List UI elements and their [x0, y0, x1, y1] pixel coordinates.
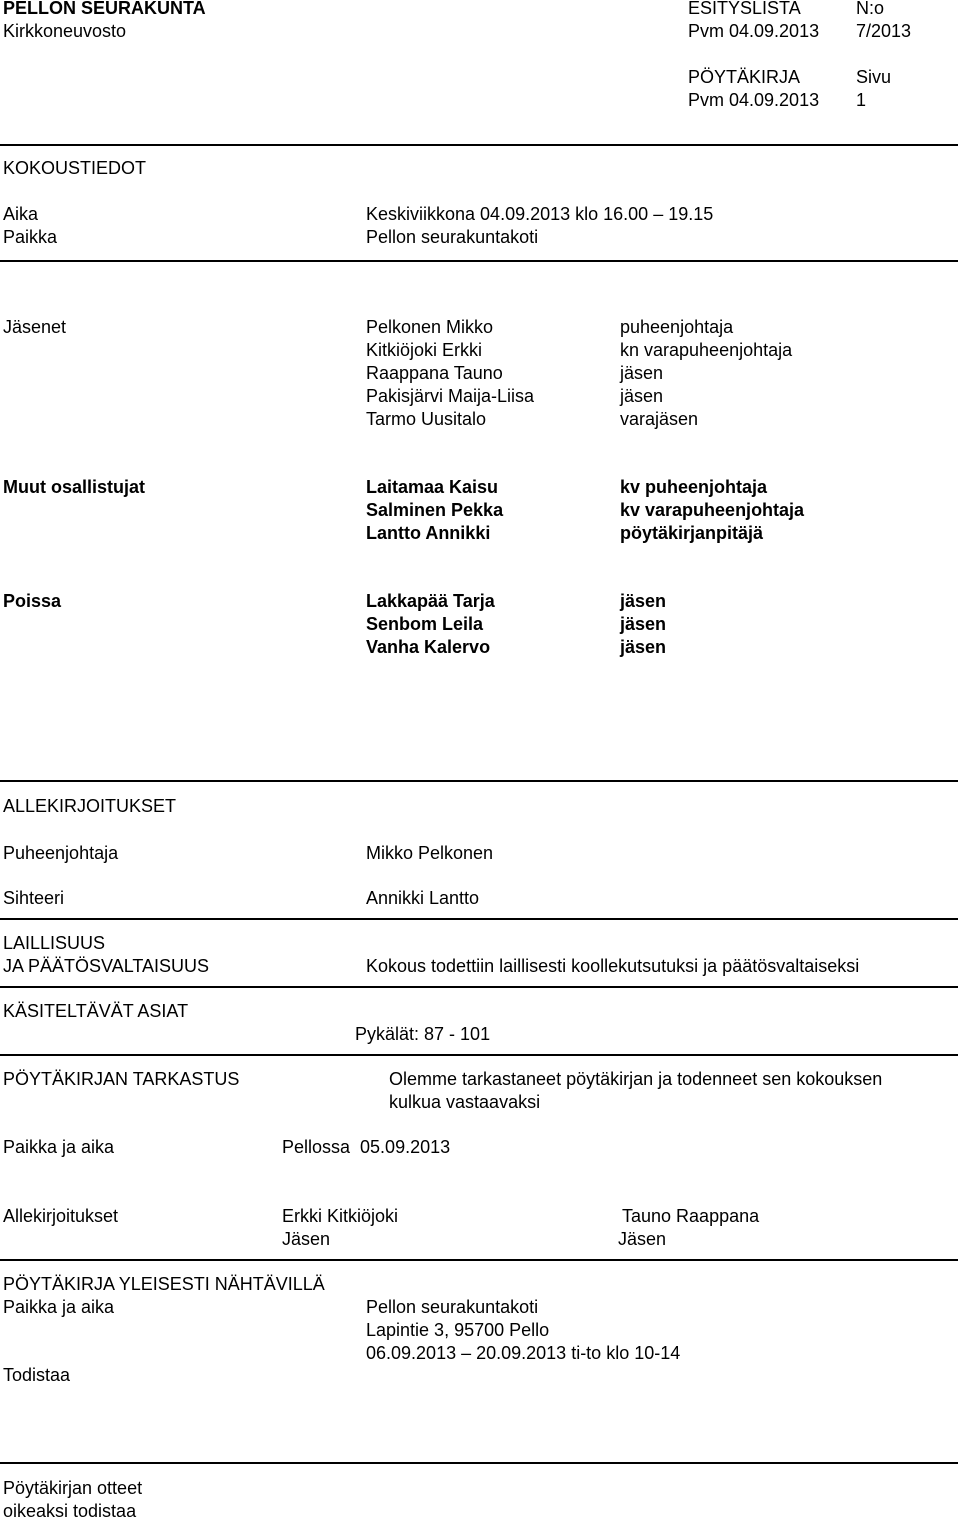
chair-label: Puheenjohtaja [3, 843, 119, 863]
absent-role: jäsen [620, 614, 667, 634]
member-role: jäsen [620, 363, 664, 383]
participant-name: Lantto Annikki [366, 523, 491, 543]
page-label: Sivu [856, 67, 892, 87]
time-label: Aika [3, 204, 39, 224]
review-label: PÖYTÄKIRJAN TARKASTUS [3, 1069, 240, 1089]
review-text-line2: kulkua vastaavaksi [389, 1092, 541, 1112]
member-name: Tarmo Uusitalo [366, 409, 487, 429]
legality-label-line2: JA PÄÄTÖSVALTAISUUS [3, 956, 210, 976]
signer1-role: Jäsen [282, 1229, 331, 1249]
divider [0, 1054, 958, 1056]
review-signatures-label: Allekirjoitukset [3, 1206, 119, 1226]
governing-body: Kirkkoneuvosto [3, 21, 127, 41]
signatures-section-title: ALLEKIRJOITUKSET [3, 796, 177, 816]
review-place-time-label: Paikka ja aika [3, 1137, 115, 1157]
place-label: Paikka [3, 227, 58, 247]
secretary-name: Annikki Lantto [366, 888, 480, 908]
member-name: Raappana Tauno [366, 363, 503, 383]
secretary-label: Sihteeri [3, 888, 65, 908]
time-value: Keskiviikkona 04.09.2013 klo 16.00 – 19.15 [366, 204, 714, 224]
participant-role: kv puheenjohtaja [620, 477, 768, 497]
review-text-line1: Olemme tarkastaneet pöytäkirjan ja todenneet sen kokouksen [389, 1069, 883, 1089]
meeting-section-title: KOKOUSTIEDOT [3, 158, 147, 178]
absent-label: Poissa [3, 591, 62, 611]
divider [0, 260, 958, 262]
signer2-role: Jäsen [618, 1229, 667, 1249]
member-role: puheenjohtaja [620, 317, 734, 337]
footer-line1: Pöytäkirjan otteet [3, 1478, 143, 1498]
others-label: Muut osallistujat [3, 477, 146, 497]
matters-sections: Pykälät: 87 - 101 [355, 1024, 491, 1044]
member-name: Pakisjärvi Maija-Liisa [366, 386, 535, 406]
public-place-time-label: Paikka ja aika [3, 1297, 115, 1317]
review-place-time-value: Pellossa 05.09.2013 [282, 1137, 451, 1157]
participant-role: kv varapuheenjohtaja [620, 500, 805, 520]
matters-label: KÄSITELTÄVÄT ASIAT [3, 1001, 189, 1021]
public-section-title: PÖYTÄKIRJA YLEISESTI NÄHTÄVILLÄ [3, 1274, 325, 1294]
agenda-label: ESITYSLISTA [688, 0, 801, 18]
place-value: Pellon seurakuntakoti [366, 227, 539, 247]
divider [0, 1462, 958, 1464]
divider [0, 918, 958, 920]
divider [0, 144, 958, 146]
divider [0, 1259, 958, 1261]
member-role: jäsen [620, 386, 664, 406]
absent-role: jäsen [620, 591, 667, 611]
divider [0, 780, 958, 782]
public-attest-label: Todistaa [3, 1365, 71, 1385]
member-name: Pelkonen Mikko [366, 317, 494, 337]
chair-name: Mikko Pelkonen [366, 843, 494, 863]
divider [0, 986, 958, 988]
absent-role: jäsen [620, 637, 667, 657]
member-name: Kitkiöjoki Erkki [366, 340, 483, 360]
page-number: 1 [856, 90, 867, 110]
legality-label-line1: LAILLISUUS [3, 933, 106, 953]
participant-name: Laitamaa Kaisu [366, 477, 499, 497]
member-role: varajäsen [620, 409, 699, 429]
member-role: kn varapuheenjohtaja [620, 340, 793, 360]
participant-name: Salminen Pekka [366, 500, 504, 520]
absent-name: Lakkapää Tarja [366, 591, 495, 611]
signer2-name: Tauno Raappana [622, 1206, 760, 1226]
minutes-label: PÖYTÄKIRJA [688, 67, 801, 87]
minutes-date: Pvm 04.09.2013 [688, 90, 820, 110]
legality-text: Kokous todettiin laillisesti koollekutsutuksi ja päätösvaltaiseksi [366, 956, 860, 976]
signer1-name: Erkki Kitkiöjoki [282, 1206, 399, 1226]
public-place-line3: 06.09.2013 – 20.09.2013 ti-to klo 10-14 [366, 1343, 681, 1363]
absent-name: Vanha Kalervo [366, 637, 491, 657]
absent-name: Senbom Leila [366, 614, 484, 634]
number-value: 7/2013 [856, 21, 912, 41]
agenda-date: Pvm 04.09.2013 [688, 21, 820, 41]
public-place-line2: Lapintie 3, 95700 Pello [366, 1320, 550, 1340]
members-label: Jäsenet [3, 317, 67, 337]
organization-name: PELLON SEURAKUNTA [3, 0, 206, 18]
number-label: N:o [856, 0, 885, 18]
participant-role: pöytäkirjanpitäjä [620, 523, 764, 543]
footer-line2: oikeaksi todistaa [3, 1501, 137, 1521]
public-place-line1: Pellon seurakuntakoti [366, 1297, 539, 1317]
